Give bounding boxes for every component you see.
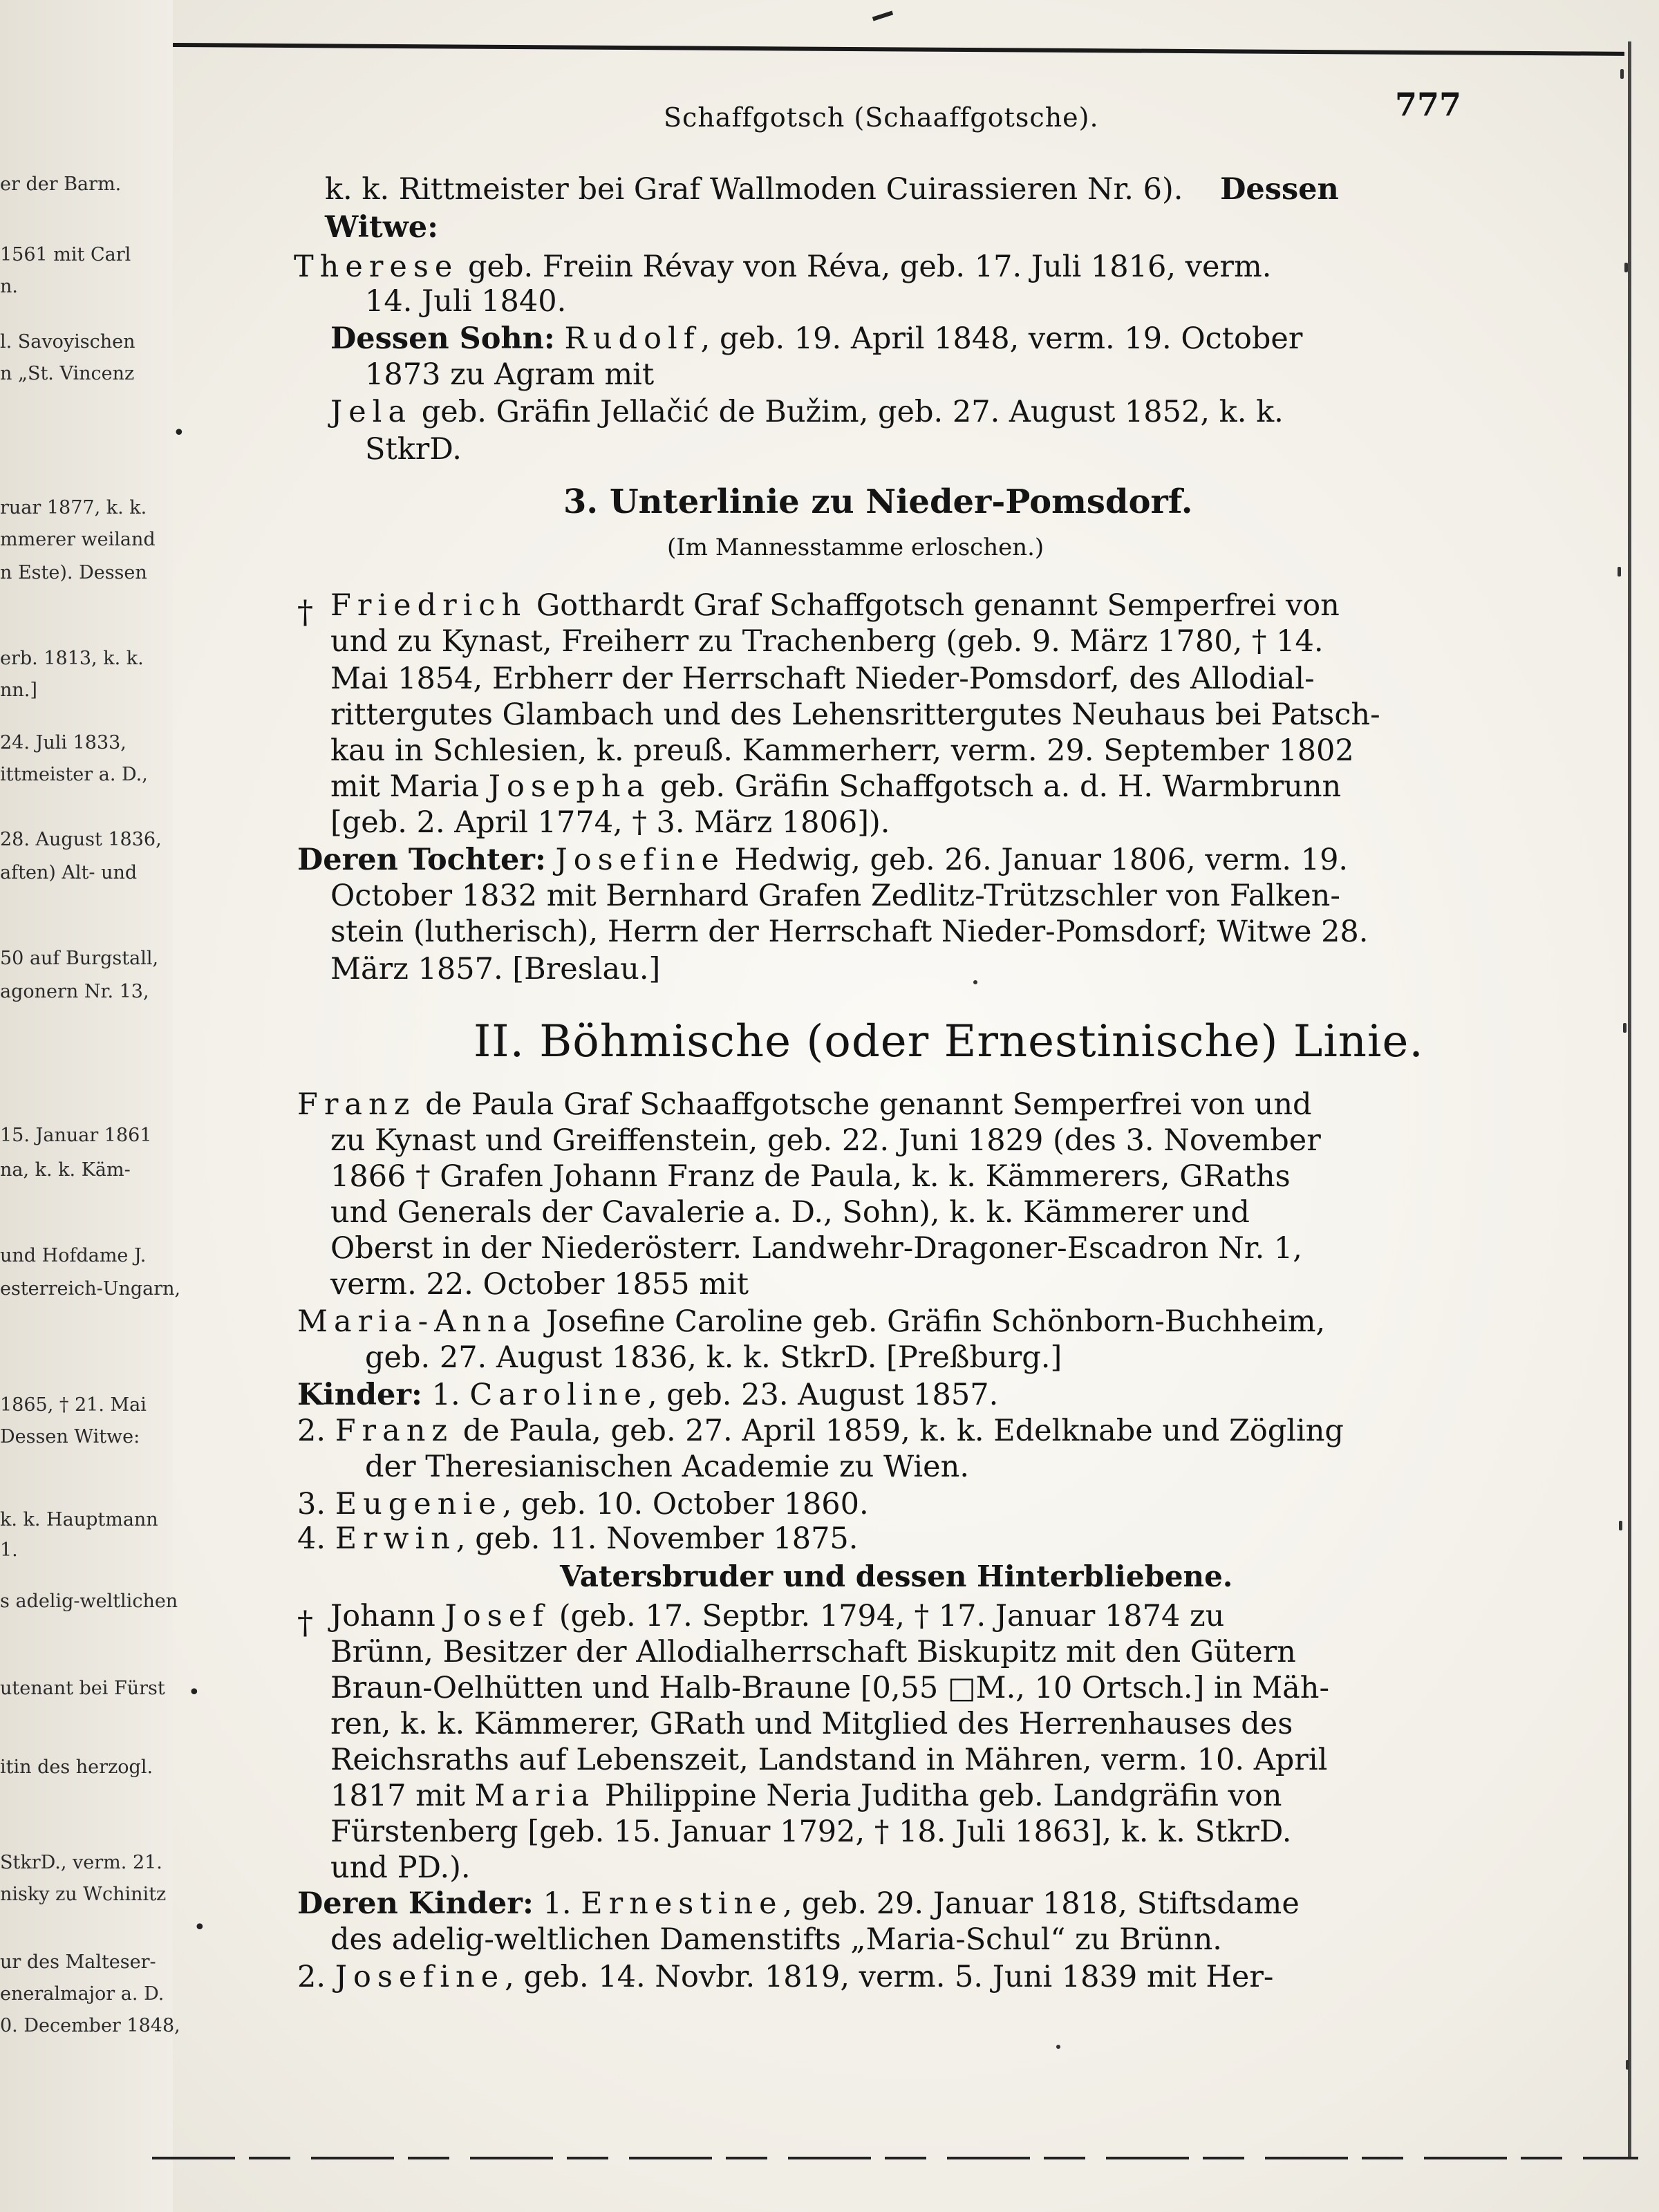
- person-name: Therese: [294, 250, 459, 284]
- text: , geb. 14. Novbr. 1819, verm. 5. Juni 1839 mit Her-: [505, 1960, 1274, 1994]
- text-line: [297, 1488, 869, 1521]
- fragment-line: l. Savoyischen: [0, 331, 135, 353]
- text-line: [297, 843, 1348, 877]
- ink-speck: [1056, 2045, 1060, 2049]
- subsection-heading: Vatersbruder und dessen Hinterbliebene.: [560, 1559, 1233, 1593]
- label-son: Dessen Sohn:: [330, 321, 555, 356]
- text-line: [297, 1088, 1312, 1121]
- list-number: 1.: [431, 1378, 460, 1412]
- section-subheading: (Im Mannesstamme erloschen.): [667, 534, 1044, 561]
- text-line: der Theresianischen Academie zu Wien.: [365, 1450, 969, 1484]
- text-line: 1866 † Grafen Johann Franz de Paula, k. k. Kämmerers, GRaths: [330, 1159, 1291, 1194]
- fragment-line: 1561 mit Carl: [0, 244, 131, 265]
- margin-dot: •: [188, 1680, 200, 1705]
- text-line: [geb. 2. April 1774, † 3. März 1806]).: [330, 805, 890, 840]
- text: geb. Gräfin Jellačić de Bužim, geb. 27. August 1852, k. k.: [421, 395, 1284, 429]
- fragment-line: ruar 1877, k. k.: [0, 497, 147, 518]
- fragment-line: Dessen Witwe:: [0, 1426, 140, 1447]
- margin-dot: •: [194, 1915, 206, 1940]
- text-line: [297, 1414, 1344, 1447]
- text-line: Reichsraths auf Lebenszeit, Landstand in Mähren, verm. 10. April: [330, 1743, 1328, 1777]
- text: 1817 mit: [330, 1779, 465, 1813]
- text-line: [297, 1522, 858, 1555]
- text-line: Mai 1854, Erbherr der Herrschaft Nieder-Pomsdorf, des Allodial-: [330, 662, 1315, 696]
- fragment-line: ittmeister a. D.,: [0, 764, 148, 785]
- fragment-line: k. k. Hauptmann: [0, 1509, 158, 1530]
- person-name: Rudolf: [564, 321, 701, 356]
- text-line: Oberst in der Niederösterr. Landwehr-Dragoner-Escadron Nr. 1,: [330, 1231, 1302, 1266]
- text: de Paula Graf Schaaffgotsche genannt Semperfrei von und: [425, 1087, 1312, 1122]
- fragment-line: aften) Alt- und: [0, 862, 138, 883]
- text: , geb. 11. November 1875.: [456, 1521, 859, 1556]
- section-heading: II. Böhmische (oder Ernestinische) Linie.: [474, 1016, 1424, 1067]
- fragment-line: utenant bei Fürst: [0, 1678, 165, 1699]
- person-name: Maria: [474, 1779, 596, 1813]
- page-number: 777: [1395, 86, 1462, 123]
- fragment-line: agonern Nr. 13,: [0, 981, 149, 1002]
- fragment-line: 1865, † 21. Mai: [0, 1394, 147, 1416]
- text-line: [294, 250, 1271, 283]
- list-number: 4.: [297, 1521, 326, 1556]
- text: de Paula, geb. 27. April 1859, k. k. Edelknabe und Zögling: [462, 1414, 1344, 1448]
- person-name: Jela: [330, 395, 413, 429]
- text-line: [330, 589, 1340, 622]
- edge-speck: [1624, 263, 1628, 272]
- fragment-line: und Hofdame J.: [0, 1245, 147, 1266]
- text: Philippine Neria Juditha geb. Landgräfin von: [604, 1779, 1282, 1813]
- fragment-line: 0. December 1848,: [0, 2015, 180, 2036]
- text: mit Maria: [330, 769, 480, 804]
- edge-speck: [1620, 69, 1624, 79]
- text-line: ren, k. k. Kämmerer, GRath und Mitglied des Herrenhauses des: [330, 1707, 1293, 1741]
- list-number: 3.: [297, 1487, 326, 1521]
- label-children: Kinder:: [297, 1378, 422, 1412]
- person-name: Maria-Anna: [297, 1304, 537, 1339]
- text-line: rittergutes Glambach und des Lehensrittergutes Neuhaus bei Patsch-: [330, 697, 1380, 732]
- text: geb. Gräfin Schaffgotsch a. d. H. Warmbrunn: [659, 769, 1342, 804]
- edge-speck: [1619, 1521, 1622, 1530]
- fragment-line: esterreich-Ungarn,: [0, 1278, 181, 1300]
- fragment-line: ur des Malteser-: [0, 1951, 156, 1973]
- person-name: Josepha: [488, 769, 651, 804]
- fragment-line: mmerer weiland: [0, 529, 156, 550]
- edge-speck: [1626, 2060, 1629, 2070]
- text-line: 1873 zu Agram mit: [365, 357, 655, 392]
- text-line: und PD.).: [330, 1850, 471, 1885]
- person-name: Friedrich: [330, 588, 527, 623]
- text-line: stein (lutherisch), Herrn der Herrschaft Nieder-Pomsdorf; Witwe 28.: [330, 915, 1369, 949]
- text-line: und zu Kynast, Freiherr zu Trachenberg (geb. 9. März 1780, † 14.: [330, 624, 1324, 659]
- death-dagger: †: [297, 1604, 313, 1641]
- person-name: Erwin: [335, 1521, 456, 1556]
- text-line: [297, 1887, 1300, 1920]
- fragment-line: n.: [0, 276, 18, 297]
- label-widow: Witwe:: [325, 210, 438, 245]
- text: , geb. 23. August 1857.: [647, 1378, 999, 1412]
- person-name: Eugenie: [335, 1487, 503, 1521]
- death-dagger: †: [297, 593, 313, 630]
- text: , geb. 10. October 1860.: [502, 1487, 869, 1521]
- ink-speck: [973, 980, 977, 984]
- fragment-line: nn.]: [0, 679, 37, 701]
- list-number: 1.: [543, 1886, 572, 1921]
- text: k. k. Rittmeister bei Graf Wallmoden Cuirassieren Nr. 6).: [325, 172, 1183, 207]
- facing-page-fragments: [0, 0, 206, 2212]
- text-line: [330, 1600, 1224, 1633]
- fragment-line: n „St. Vincenz: [0, 363, 135, 384]
- fragment-line: itin des herzogl.: [0, 1756, 153, 1778]
- label-dessen: Dessen: [1220, 172, 1339, 207]
- text: geb. Freiin Révay von Réva, geb. 17. Juli 1816, verm.: [468, 250, 1272, 284]
- text-line: [330, 1779, 1282, 1812]
- text-line: zu Kynast und Greiffenstein, geb. 22. Juni 1829 (des 3. November: [330, 1123, 1321, 1158]
- fragment-line: 24. Juli 1833,: [0, 732, 126, 753]
- person-name: Josefine: [335, 1960, 505, 1994]
- text-line: Braun-Oelhütten und Halb-Braune [0,55 □M., 10 Ortsch.] in Mäh-: [330, 1671, 1330, 1705]
- text-line: Fürstenberg [geb. 15. Januar 1792, † 18. Juli 1863], k. k. StkrD.: [330, 1815, 1292, 1849]
- margin-dot: •: [173, 421, 185, 445]
- text-line: [330, 395, 1284, 429]
- fragment-line: 50 auf Burgstall,: [0, 948, 159, 969]
- edge-speck: [1618, 567, 1621, 577]
- text-line: [330, 770, 1341, 803]
- text: Josefine Caroline geb. Gräfin Schönborn-Buchheim,: [545, 1304, 1326, 1339]
- text-line: und Generals der Cavalerie a. D., Sohn), k. k. Kämmerer und: [330, 1195, 1250, 1230]
- person-name: Josefine: [555, 843, 725, 877]
- section-heading: 3. Unterlinie zu Nieder-Pomsdorf.: [563, 482, 1193, 521]
- text-line: kau in Schlesien, k. preuß. Kammerherr, verm. 29. September 1802: [330, 733, 1354, 768]
- fragment-line: erb. 1813, k. k.: [0, 648, 144, 669]
- person-name: Caroline: [469, 1378, 648, 1412]
- person-name: Josef: [444, 1599, 550, 1633]
- fragment-line: eneralmajor a. D.: [0, 1983, 165, 2005]
- text-line: 14. Juli 1840.: [365, 284, 567, 319]
- text: , geb. 29. Januar 1818, Stiftsdame: [782, 1886, 1300, 1921]
- text-line: October 1832 mit Bernhard Grafen Zedlitz-Trützschler von Falken-: [330, 879, 1340, 913]
- person-name: Franz: [335, 1414, 454, 1448]
- text-line: StkrD.: [365, 432, 462, 467]
- text: , geb. 19. April 1848, verm. 19. October: [700, 321, 1303, 356]
- text-line: geb. 27. August 1836, k. k. StkrD. [Preßburg.]: [365, 1340, 1062, 1375]
- text-line: des adelig-weltlichen Damenstifts „Maria-Schul“ zu Brünn.: [330, 1922, 1222, 1957]
- edge-speck: [1623, 1023, 1627, 1033]
- running-head: Schaffgotsch (Schaaffgotsche).: [664, 102, 1099, 133]
- fragment-line: 1.: [0, 1539, 18, 1561]
- person-name: Johann: [330, 1599, 435, 1633]
- fragment-line: n Este). Dessen: [0, 562, 147, 583]
- label-daughter: Deren Tochter:: [297, 843, 546, 877]
- fragment-line: er der Barm.: [0, 174, 122, 195]
- bottom-rule: [152, 2157, 1638, 2159]
- text-line: verm. 22. October 1855 mit: [330, 1267, 749, 1302]
- fragment-line: na, k. k. Käm-: [0, 1159, 131, 1181]
- fragment-line: s adelig-weltlichen: [0, 1591, 178, 1612]
- page-edge-marks: [1611, 41, 1645, 2171]
- person-name: Franz: [297, 1087, 416, 1122]
- fragment-line: nisky zu Wchinitz: [0, 1884, 167, 1905]
- list-number: 2.: [297, 1960, 326, 1994]
- list-number: 2.: [297, 1414, 326, 1448]
- fragment-line: StkrD., verm. 21.: [0, 1852, 162, 1873]
- text-line: [297, 1960, 1273, 1994]
- text-line: [297, 1378, 998, 1412]
- fragment-line: 15. Januar 1861: [0, 1125, 152, 1146]
- person-name: Ernestine: [581, 1886, 783, 1921]
- text-line: Brünn, Besitzer der Allodialherrschaft Biskupitz mit den Gütern: [330, 1635, 1296, 1669]
- label-children: Deren Kinder:: [297, 1886, 534, 1921]
- fragment-line: 28. August 1836,: [0, 829, 162, 850]
- text-line: März 1857. [Breslau.]: [330, 952, 661, 986]
- text-line: [297, 1305, 1325, 1338]
- text: Hedwig, geb. 26. Januar 1806, verm. 19.: [734, 843, 1349, 877]
- text-line: [330, 322, 1302, 355]
- text-line: [325, 173, 1339, 206]
- text: (geb. 17. Septbr. 1794, † 17. Januar 1874 zu: [559, 1599, 1225, 1633]
- text: Gotthardt Graf Schaffgotsch genannt Semperfrei von: [536, 588, 1340, 623]
